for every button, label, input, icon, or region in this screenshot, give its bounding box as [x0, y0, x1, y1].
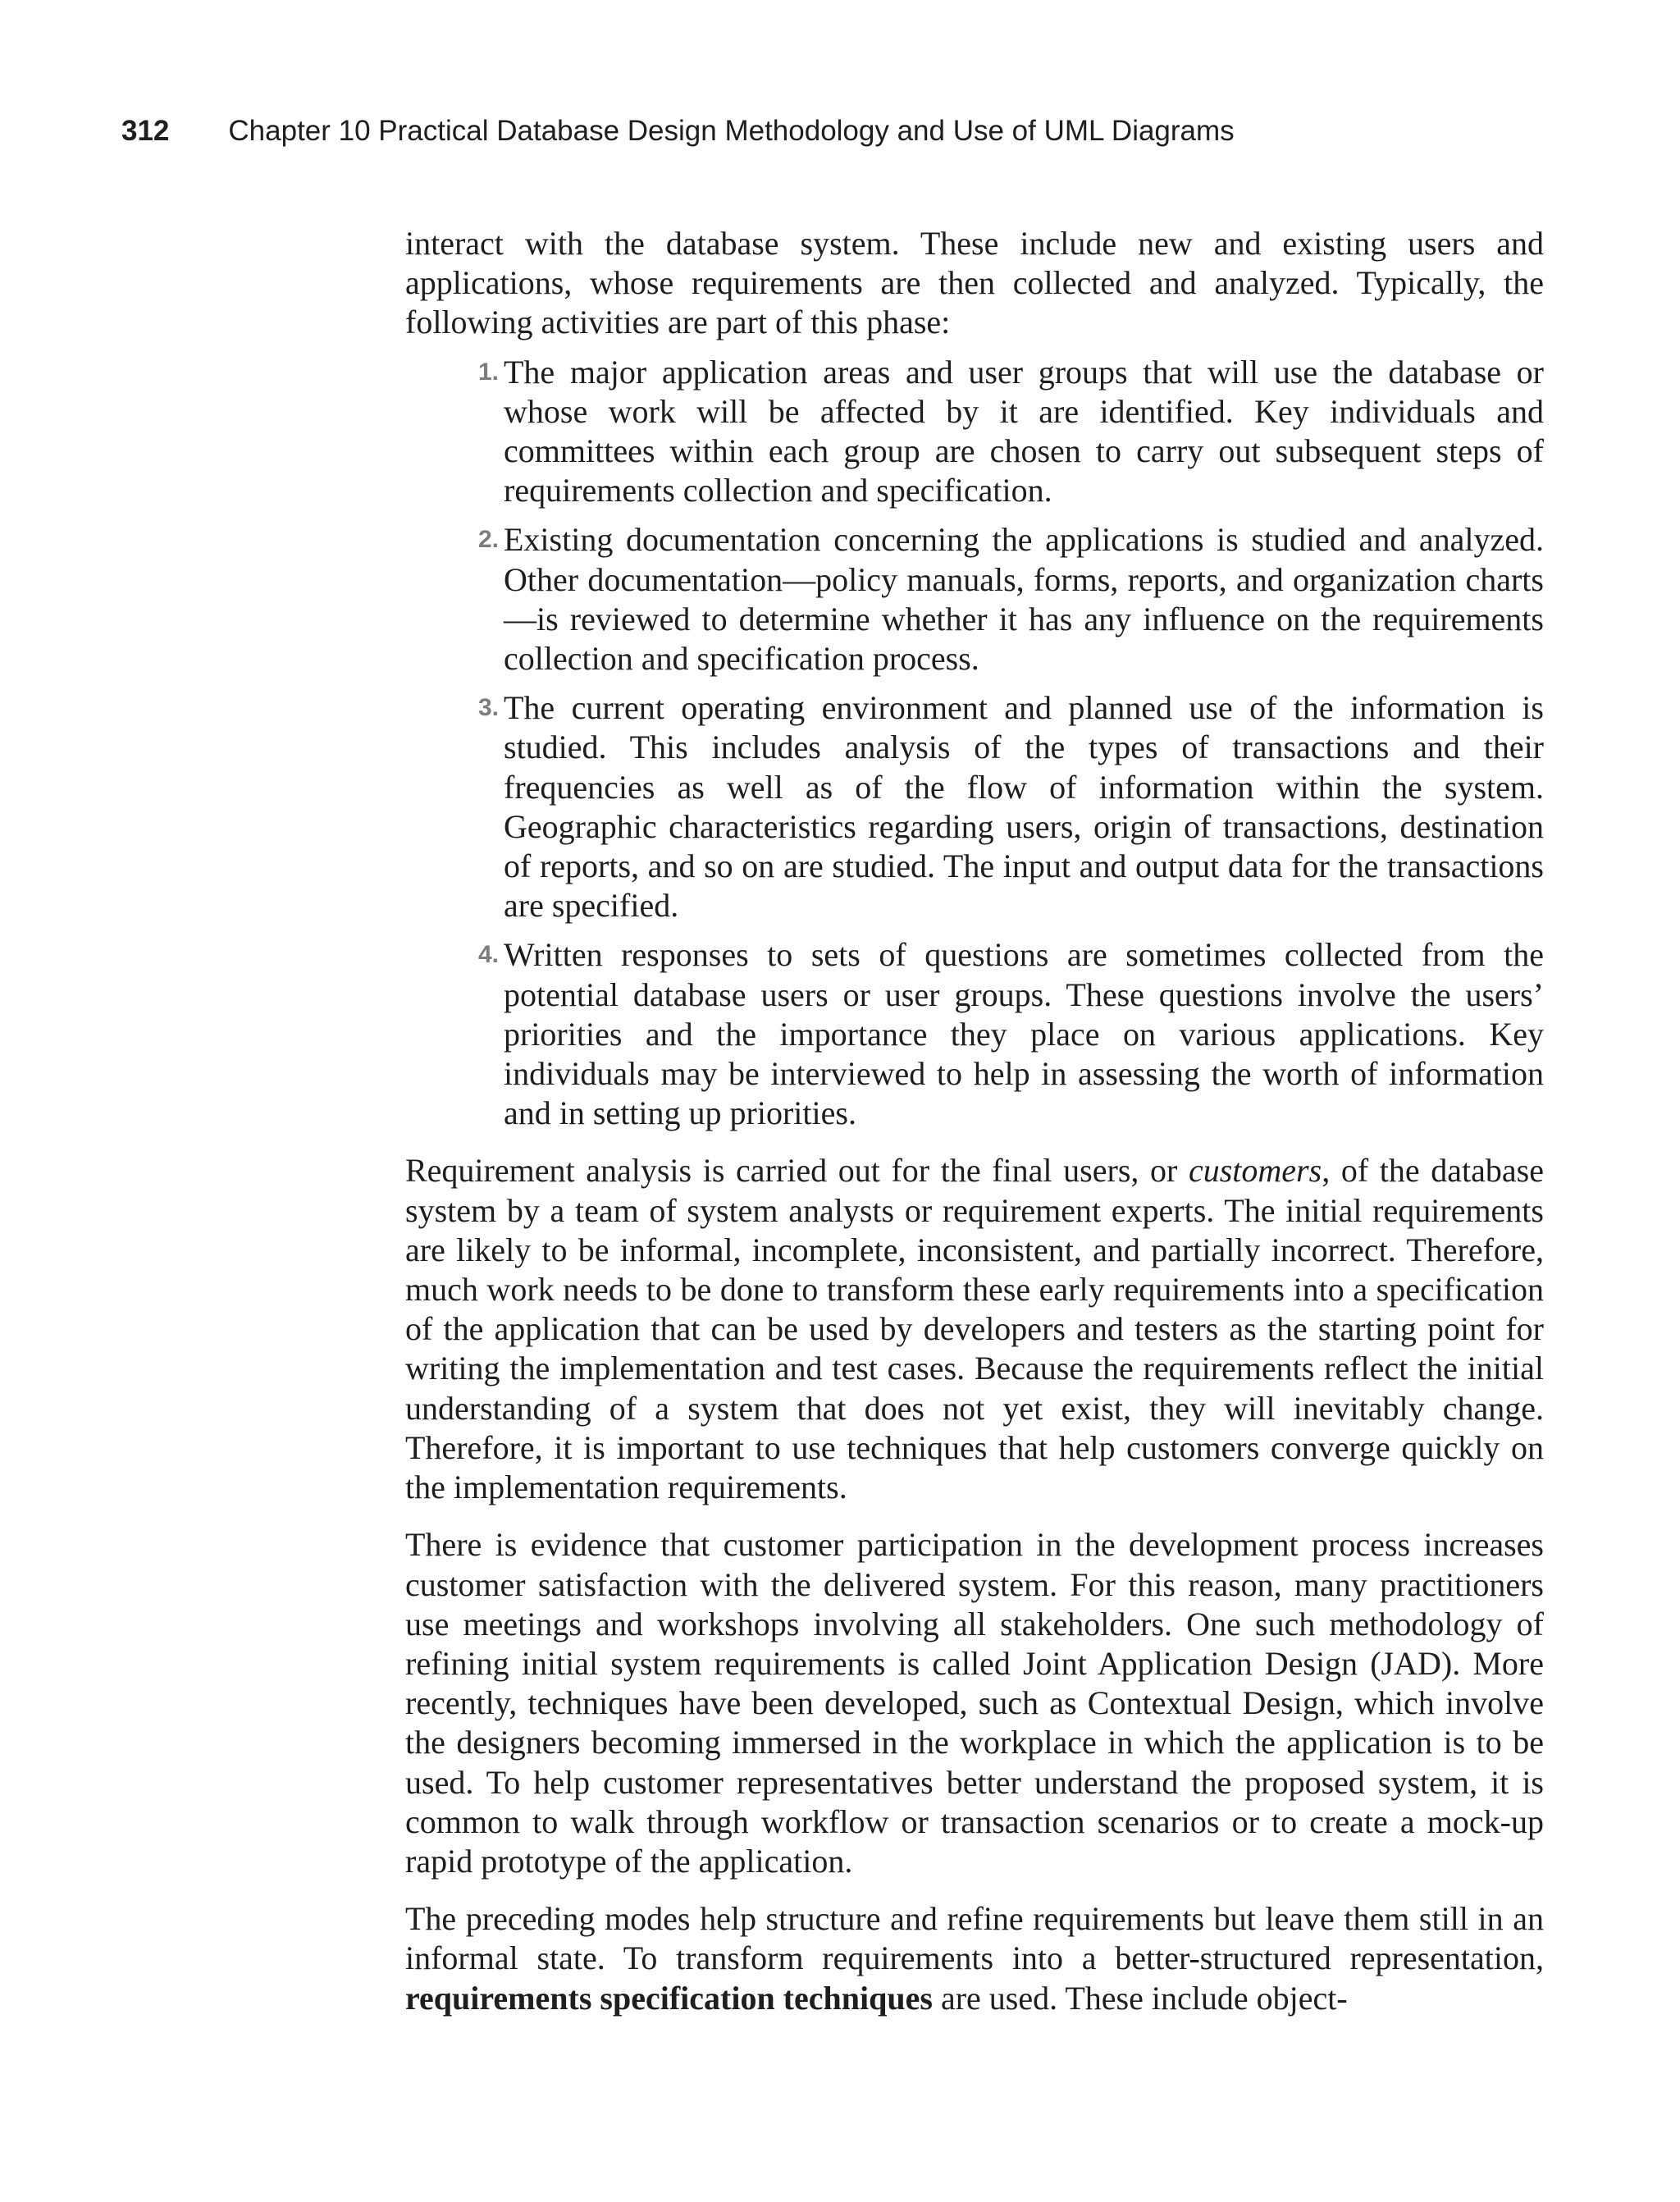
running-head: [121, 115, 1235, 156]
preceding-text-before: The preceding modes help structure and refine requirements but leave them still in an informal state. To transform requirements into a better-structured representation,: [405, 1900, 1544, 1977]
evidence-paragraph: There is evidence that customer participation in the development process increases customer satisfaction with the delivered system. For this reason, many practitioners use meetings and workshops involving all stakeholders. One such methodology of refining initial system requirements is called Joint Application Design (JAD). More recently, techniques have been developed, such as Contextual Design, which involve the designers becoming immersed in the workplace in which the application is to be used. To help customer representatives better understand the proposed system, it is common to walk through workflow or transaction scenarios or to create a mock-up rapid prototype of the application.: [405, 1526, 1544, 1880]
requirements-specification-term: requirements specification techniques: [405, 1979, 933, 2017]
list-item-number: 3.: [477, 694, 499, 722]
list-item-text: The current operating environment and planned use of the information is studied. This includes analysis of the types of transactions and their frequencies as well as of the flow of information within the system. Geographic characteristics regarding users, origin of transactions, destination of reports, and so on are studied. The input and output data for the transactions are specified.: [504, 689, 1544, 925]
customers-term: customers: [1188, 1152, 1322, 1190]
list-item-number: 1.: [477, 358, 499, 386]
list-item: [477, 935, 1544, 1133]
list-item-number: 2.: [477, 526, 499, 554]
body-text: [405, 224, 1544, 2018]
page-number: 312: [121, 115, 170, 147]
list-item: [477, 688, 1544, 925]
list-item-number: 4.: [477, 941, 499, 969]
list-item: [477, 520, 1544, 678]
preceding-modes-paragraph: [405, 1899, 1544, 2018]
requirement-text-before: Requirement analysis is carried out for the final users, or: [405, 1152, 1189, 1190]
preceding-text-after: are used. These include object-: [932, 1979, 1348, 2017]
list-item-text: Written responses to sets of questions are sometimes collected from the potential database users or user groups. These questions involve the users’ priorities and the importance they place on various applications. Key individuals may be interviewed to help in assessing the worth of information and in setting up priorities.: [504, 936, 1544, 1132]
requirement-text-after: , of the database system by a team of system analysts or requirement experts. The initial requirements are likely to be informal, incomplete, inconsistent, and partially incorrect. Therefore, much work needs to be done to transform these early requirements into a specification of the application that can be used by developers and testers as the starting point for writing the implementation and test cases. Because the requirements reflect the initial understanding of a system that does not yet exist, they will inevitably change. Therefore, it is important to use techniques that help customers converge quickly on the implementation requirements.: [405, 1152, 1544, 1506]
list-item-text: Existing documentation concerning the applications is studied and analyzed. Other documentation—policy manuals, forms, reports, and organization charts—is reviewed to determine whether it has any influence on the requirements collection and specification process.: [504, 521, 1544, 678]
requirement-analysis-paragraph: [405, 1151, 1544, 1507]
list-item-text: The major application areas and user groups that will use the database or whose work will be affected by it are identified. Key individuals and committees within each group are chosen to carry out subsequent steps of requirements collection and specification.: [504, 353, 1544, 509]
activities-list: [405, 353, 1544, 1134]
chapter-title: Chapter 10 Practical Database Design Methodology and Use of UML Diagrams: [228, 115, 1235, 147]
list-item: [477, 353, 1544, 511]
intro-paragraph: interact with the database system. These include new and existing users and applications, whose requirements are then collected and analyzed. Typically, the following activities are part of this phase:: [405, 225, 1544, 341]
